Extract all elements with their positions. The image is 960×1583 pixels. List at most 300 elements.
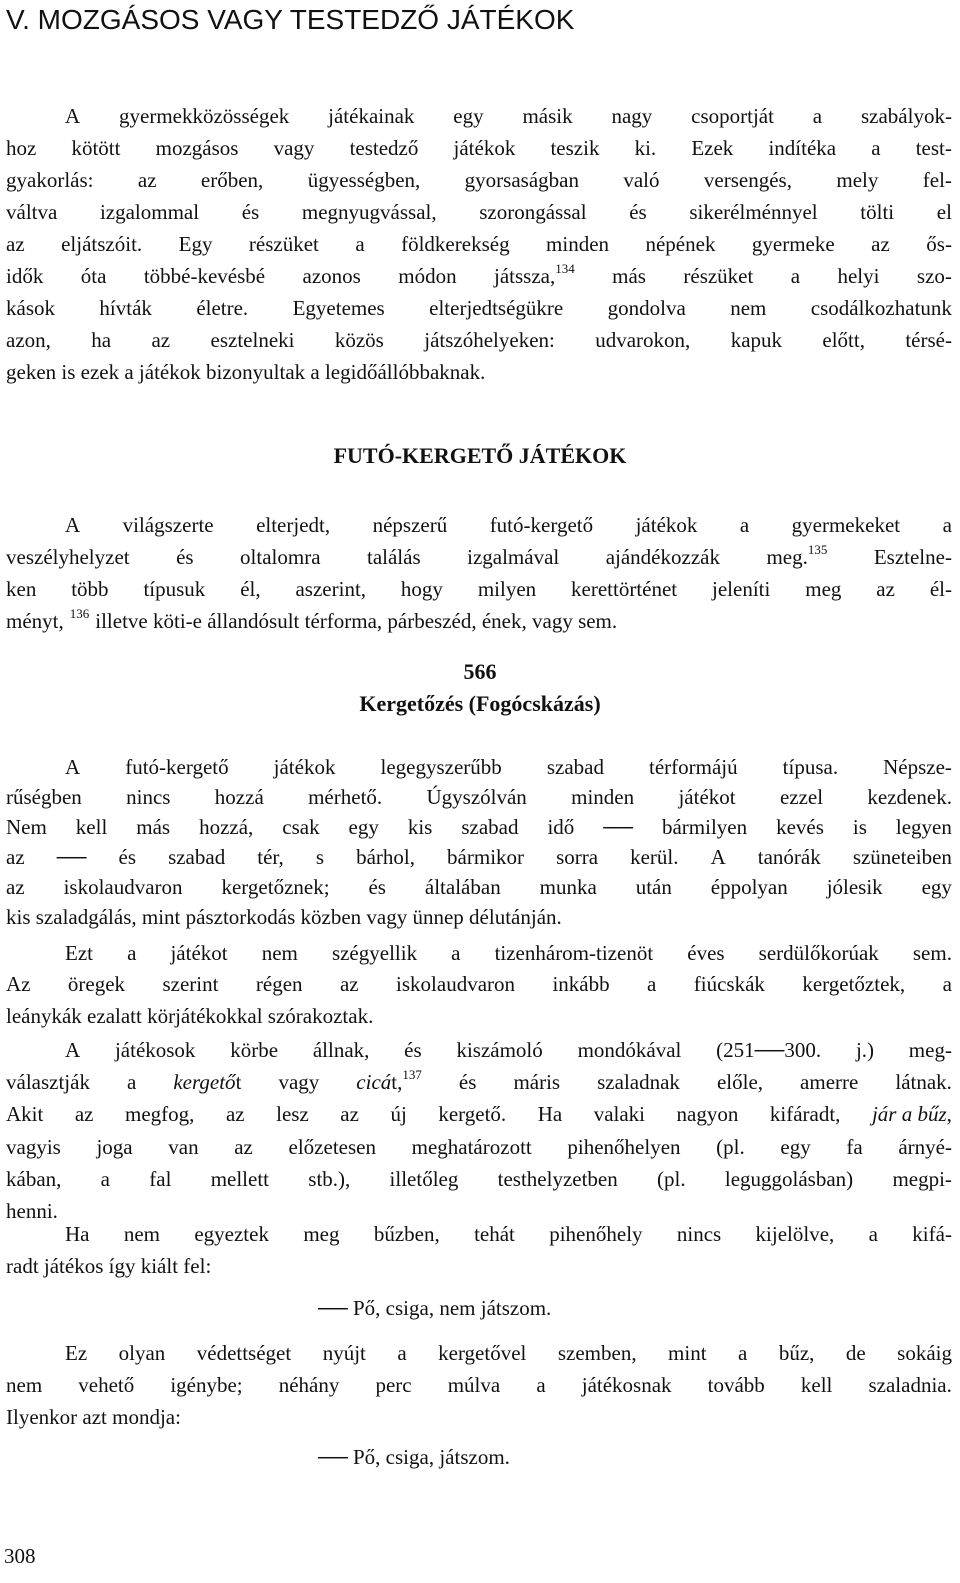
word: izgalmával [467,545,560,569]
word: védettséget [196,1341,292,1365]
word: kergetőznek; [221,875,330,899]
page-number: 308 [4,1544,36,1568]
word: veszélyhelyzet [6,545,130,569]
word: az [6,875,25,899]
word: ezzel [779,785,824,809]
word: perc [375,1373,412,1397]
word: nem [261,941,298,965]
word: teszik [550,136,600,160]
word: j.) [855,1038,875,1062]
word: hoz [6,136,37,160]
word: sorra [556,845,599,869]
word: körbe [230,1038,279,1062]
word: kevés [776,815,824,839]
word: egy [780,1134,811,1159]
word: több [71,577,109,601]
word: leguggolásban) [724,1166,854,1191]
word: indítéka [768,136,837,160]
word: Egy [178,232,213,256]
word: játékot [170,941,228,965]
text-line [6,938,952,969]
word: munka [539,875,597,899]
word: tér, [257,845,284,869]
line-text: geken is ezek a játékok bizonyultak a legidőállóbbaknak. [6,360,486,384]
word: váltva [6,200,58,224]
word: futó-kergető [125,755,229,779]
text-line [6,1218,952,1250]
word: vehető [78,1373,135,1397]
line-text: henni. [6,1198,58,1223]
word: nagy [611,104,653,128]
word: kerettörténet [571,577,678,601]
word: a [942,513,952,537]
word: milyen [477,577,537,601]
word: test- [915,136,952,160]
word: más [612,264,646,288]
text-line [6,782,952,812]
word: kifáradt, [769,1102,841,1127]
word: tehát [474,1222,515,1246]
word: múlva [447,1373,501,1397]
word: az [151,328,171,352]
word: bármilyen [661,815,748,839]
text-line [6,1250,952,1282]
word: ményt, [6,609,64,633]
section-heading: FUTÓ-KERGETŐ JÁTÉKOK [333,443,627,468]
word: lesz [276,1102,309,1127]
word: éves [687,941,725,965]
text-line [6,356,952,388]
word: a [739,513,750,537]
word: nincs [676,1222,722,1246]
word: mozgásos [155,136,239,160]
text-line [6,872,952,902]
word: sem. [912,941,952,965]
word: módon [398,264,457,288]
text-line [6,196,952,228]
word: a [397,1341,407,1365]
word: A [65,1038,81,1062]
word: tovább [707,1373,765,1397]
word: szabad [461,815,519,839]
footnote-ref: 134 [555,261,575,276]
word: egy [453,104,484,128]
word: oltalomra [240,545,321,569]
word: az [234,1134,253,1159]
text-line [6,1098,952,1130]
word: után [635,875,672,899]
word: szabad [546,755,604,779]
word: vagy [278,1070,320,1095]
text-line [6,324,952,356]
text-line [6,812,952,842]
text-line [6,1001,952,1032]
word: erőben, [200,168,264,192]
word: éppolyan [710,875,788,899]
word: többé-kevésbé [143,264,266,288]
word: Úgyszólván [426,785,527,809]
text-line [6,969,952,1000]
word: egyeztek [194,1222,269,1246]
word: előzetesen [288,1134,376,1159]
word: jólesik [826,875,883,899]
footnote-ref: 137 [402,1067,422,1083]
word: serdülőkorúak [758,941,879,965]
word: és [458,1070,477,1095]
word: gyorsaságban [464,168,579,192]
word: kötött [71,136,121,160]
word: legegyszerűbb [380,755,502,779]
word: A [710,845,726,869]
word: minden [571,785,635,809]
word: Akit [6,1102,44,1127]
word: az [339,972,359,997]
word: kis [407,815,433,839]
word: szabad [168,845,226,869]
word: Esztelne- [873,545,952,569]
word: és [118,845,137,869]
italic-word: cicá [356,1070,392,1095]
word: térformájú [649,755,738,779]
word: szüneteiben [852,845,952,869]
text-line [6,1163,952,1195]
word: típusuk [143,577,206,601]
text-line [6,752,952,782]
text-line [6,573,952,605]
word: valaki [593,1102,646,1127]
text-line [6,292,952,324]
word: előtt, [822,328,865,352]
italic-word: kergető [173,1070,236,1095]
word: kiszámoló [456,1038,543,1062]
word: gyermekeket [791,513,901,537]
text-line [6,164,952,196]
word: gondolva [607,296,686,320]
word: nagyon [676,1102,739,1127]
word: Az [6,972,31,997]
word: hozzá [214,785,264,809]
word: életre. [196,296,249,320]
text-line [6,1066,952,1098]
line-text: radt játékos így kiált fel: [6,1254,212,1278]
word: a [127,941,137,965]
section-intro-paragraph [6,509,952,637]
word: bűzben, [373,1222,440,1246]
text-line [6,1337,952,1369]
word: A [65,513,81,537]
word: új [390,1102,407,1127]
word: stb.), [308,1166,351,1191]
word: sokáig [897,1341,952,1365]
footnote-ref: 136 [69,606,90,621]
word: és [176,545,194,569]
word: régen [255,972,303,997]
word: testedző [349,136,419,160]
word: jeleníti [712,577,771,601]
word: és [629,200,647,224]
word: egy [348,815,379,839]
word: közös [334,328,384,352]
word: az [225,1102,245,1127]
word: népszerű [372,513,448,537]
word: szo- [916,264,952,288]
word: a [871,136,881,160]
text-line [6,228,952,260]
word: azonos [302,264,361,288]
word: játékot [678,785,736,809]
game-number: 566 [463,659,497,684]
word: néhány [278,1373,340,1397]
word: mint [668,1341,707,1365]
word: a [812,104,823,128]
word: meg [303,1222,340,1246]
word: Népsze- [883,755,952,779]
word: részüket [683,264,754,288]
word: ── [603,815,634,839]
word: mondókával [577,1038,682,1062]
word: gyakorlás: [6,168,94,192]
word: az [6,845,25,869]
word: el [936,200,952,224]
word: játékok [453,136,516,160]
word: szaladnia. [868,1373,952,1397]
word: előle, [716,1070,764,1095]
word: ős- [926,232,952,256]
word: a [355,232,365,256]
word: aszerint, [295,577,367,601]
text-line [6,605,952,637]
word: a [738,1341,748,1365]
word: játékosnak [581,1373,672,1397]
word: szerint [162,972,219,997]
word: ki. [634,136,657,160]
dialogue-quote-1: ── Pő, csiga, nem játszom. [318,1296,552,1320]
word: elterjedt, [256,513,331,537]
word: futó-kergető [489,513,594,537]
word: udvarokon, [595,328,691,352]
line-text: kis szaladgálás, mint pásztorkodás közben vagy ünnep délutánján. [6,905,562,929]
word: csoportját [691,104,774,128]
word: fal [149,1166,172,1191]
word: és [368,875,386,899]
word: játszóhelyeken: [424,328,555,352]
word: joga [96,1134,133,1159]
word: egy [921,875,952,899]
word: mérhető. [308,785,383,809]
word: kifá- [912,1222,952,1246]
word: kapuk [730,328,783,352]
word: pihenőhelyen [567,1134,681,1159]
word: Ezek [691,136,734,160]
word: helyi [837,264,880,288]
word: a [790,264,801,288]
word: óta [80,264,107,288]
game-paragraph-5 [6,1337,952,1433]
word: A [65,755,81,779]
word: meghatározott [411,1134,532,1159]
line-text: leánykák ezalatt körjátékokkal szórakoztak. [6,1003,374,1028]
word: szaladnak [597,1070,680,1095]
game-paragraph-2 [6,938,952,1032]
word: mellett [210,1166,270,1191]
text-line [6,902,952,932]
line-text: illetve köti-e állandósult térforma, párbeszéd, ének, vagy sem. [95,609,618,633]
word: Ha [537,1102,563,1127]
word: világszerte [122,513,214,537]
text-line [6,132,952,164]
word: ── [56,845,87,869]
word: él- [929,577,952,601]
word: versengés, [703,168,792,192]
word: Ez [65,1341,88,1365]
word: t, [391,1070,403,1095]
word: látnak. [895,1070,952,1095]
word: az [74,1102,94,1127]
word: nincs [126,785,171,809]
word: ügyességben, [307,168,421,192]
word: Ha [65,1222,90,1246]
text-line [6,509,952,541]
word: iskolaudvaron [63,875,183,899]
word: gyermeke [751,232,835,256]
word: bűz, [778,1341,815,1365]
footnote-ref: 135 [807,542,828,557]
word: térsé- [905,328,952,352]
word: más [136,815,171,839]
word: kerül. [630,845,679,869]
word: az [137,168,157,192]
word: kezdenek. [867,785,952,809]
word: másik [522,104,573,128]
word: megfog, [125,1102,195,1127]
word: az [876,577,895,601]
word: fa [846,1134,863,1159]
word: igénybe; [170,1373,243,1397]
word: , [946,1102,952,1127]
word: kell [75,815,108,839]
word: van [168,1134,199,1159]
word: ajándékozzák [605,545,720,569]
word: (251──300. [716,1038,822,1062]
word: a [127,1070,137,1095]
word: (pl. [657,1166,686,1191]
word: megpi- [892,1166,952,1191]
word: kell [800,1373,833,1397]
text-line [6,1401,952,1433]
word: izgalommal [99,200,200,224]
word: t [235,1070,242,1095]
word: rűségben [6,785,82,809]
word: találás [367,545,421,569]
word: a [536,1373,546,1397]
word: meg. [766,545,808,569]
word: tizenhárom-tizenöt [494,941,654,965]
word: általában [424,875,501,899]
word: csak [282,815,320,839]
word: öregek [67,972,126,997]
word: meg- [908,1038,952,1062]
game-paragraph-4 [6,1218,952,1282]
word: az [340,1102,359,1127]
word: játékosok [114,1038,196,1062]
word: máris [513,1070,561,1095]
word: nyújt [322,1341,366,1365]
word: amerre [800,1070,859,1095]
word: és [241,200,260,224]
word: ha [91,328,112,352]
word: de [845,1341,866,1365]
word: kában, [6,1166,62,1191]
chapter-title: V. MOZGÁSOS VAGY TESTEDZŐ JÁTÉKOK [6,4,575,35]
word: játékok [273,755,336,779]
word: való [623,168,660,192]
word: az [871,232,890,256]
text-line [6,541,952,573]
word: minden [546,232,610,256]
word: testhelyzetben [497,1166,618,1191]
text-line [6,100,952,132]
word: vagyis [6,1134,61,1159]
word: tölti [860,200,895,224]
word: megnyugvással, [301,200,437,224]
word: a [868,1222,878,1246]
word: idők [6,264,44,288]
word: fel- [922,168,952,192]
word: kergetővel [438,1341,527,1365]
word: hozzá, [199,815,254,839]
word: Nem [6,815,47,839]
word: kások [6,296,55,320]
intro-paragraph [6,100,952,388]
word: választják [6,1070,90,1095]
word: bármikor [447,845,525,869]
word: árnyé- [898,1134,952,1159]
word: földkerekség [401,232,510,256]
word: a [647,972,657,997]
text-line [6,260,952,292]
word: olyan [118,1341,166,1365]
word: legyen [895,815,952,839]
word: típusa. [782,755,839,779]
game-paragraph-1 [6,752,952,932]
word: A [65,104,81,128]
word: fiúcskák [693,972,765,997]
word: esztelneki [210,328,295,352]
word: az [6,232,25,256]
word: sikerélménnyel [689,200,818,224]
word: szorongással [479,200,587,224]
word: nem [730,296,767,320]
word: játékok [635,513,698,537]
word: Ezt [65,941,93,965]
word: gyermekközösségek [119,104,290,128]
word: és [404,1038,422,1062]
word: hogy [400,577,443,601]
word: a [100,1166,110,1191]
word: a [451,941,461,965]
word: játssza, [494,264,556,288]
word: kergetőztek, [802,972,906,997]
text-line [6,1131,952,1163]
word: (pl. [716,1134,745,1159]
game-paragraph-3 [6,1034,952,1227]
word: állnak, [312,1038,370,1062]
word: szégyellik [331,941,418,965]
word: tanórák [757,845,821,869]
line-text: Ilyenkor azt mondja: [6,1405,181,1429]
word: kergető. [438,1102,507,1127]
word: eljátszóit. [61,232,143,256]
